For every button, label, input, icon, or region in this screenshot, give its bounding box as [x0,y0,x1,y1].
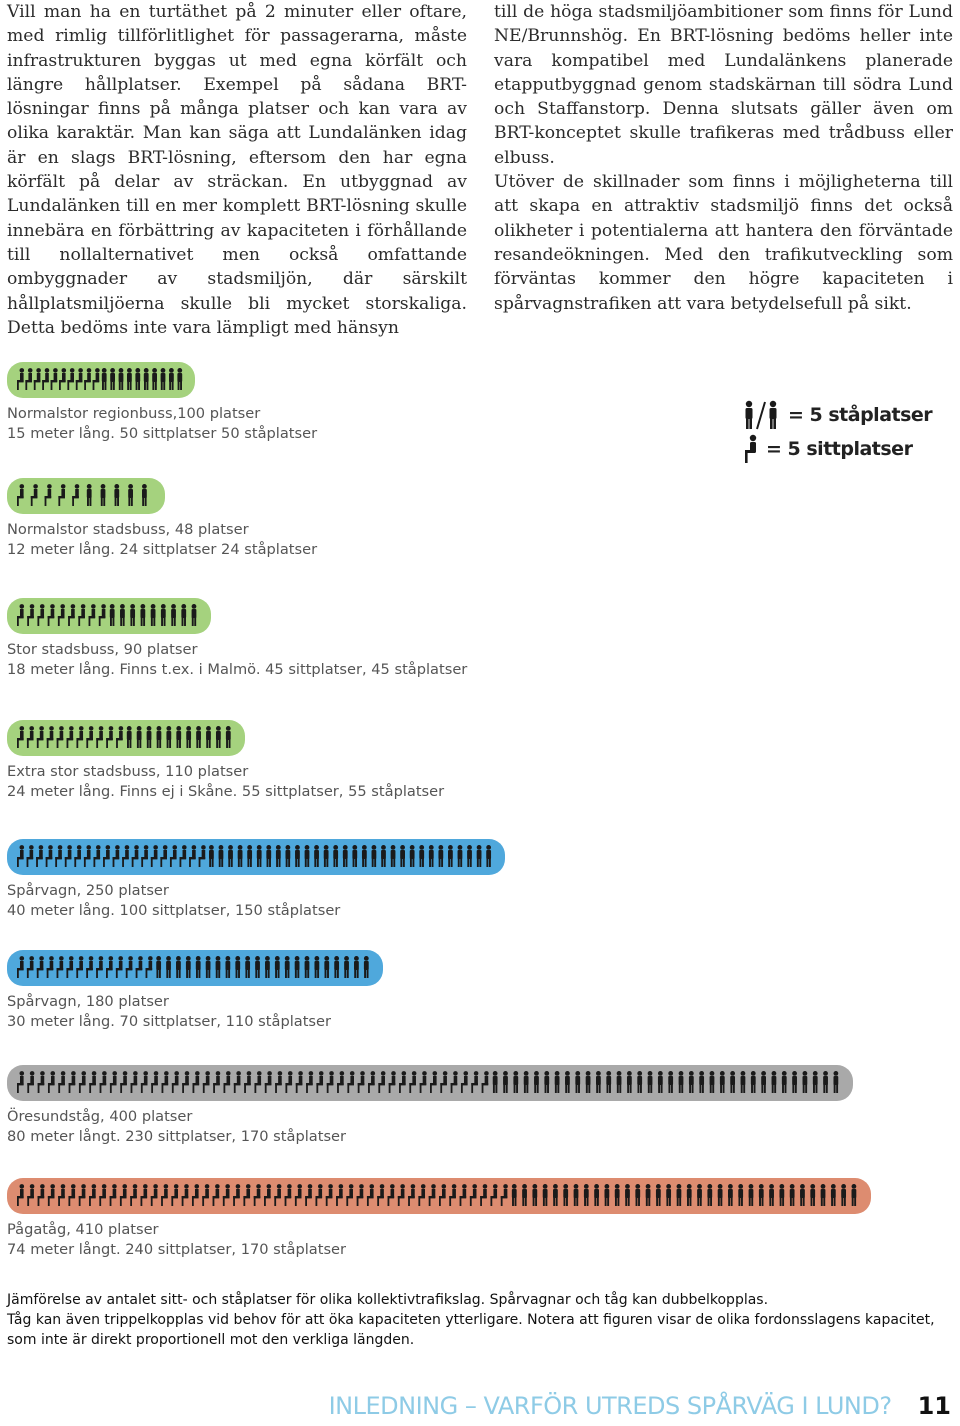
section-title: INLEDNING – VARFÖR UTREDS SPÅRVÄG I LUND? [328,1392,892,1420]
caption-line: Tåg kan även trippelkopplas vid behov för att öka kapaciteten ytterligare. Notera att figuren visar de olika fordonsslagens kapacitet, som inte är direkt proportionell mot den verkliga längden. [7,1312,935,1348]
vehicle-illustration [7,360,197,404]
paragraph: till de höga stadsmiljöambitioner som finns för Lund NE/Brunnshög. En BRT-lösning bedöms heller inte vara kompatibel med Lundalänkens planerade etapputbyggnad genom stadskärnan till södra Lund och Staffanstorp. Denna slutsats gäller även om BRT-konceptet skulle trafikeras med trådbuss eller elbuss. [494,2,953,168]
vehicle-name: Spårvagn, 250 platser [7,882,169,899]
paragraph: Vill man ha en turtäthet på 2 minuter eller oftare, med rimlig tillförlitlighet för passagerarna, måste infrastrukturen byggas ut med egna körfält och längre hållplatser. Exempel på sådana BRT-lösningar finns på många platser och kan vara av olika karaktär. Man kan säga att Lundalänken idag är en slags BRT-lösning, eftersom den har egna körfält på delar av sträckan. En utbyggnad av Lundalänken till en mer komplett BRT-lösning skulle innebära en förbättring av kapaciteten i förhållande till nollalternativet men också omfattande ombyggnader av stadsmiljön, där särskilt hållplatsmiljöerna skulle bli mycket storskaliga. Detta bedöms inte vara lämpligt med hänsyn [7,2,467,338]
vehicle-name: Spårvagn, 180 platser [7,993,169,1010]
vehicle-details: 80 meter långt. 230 sittplatser, 170 ståplatser [7,1128,347,1145]
figure-caption [7,1290,947,1350]
vehicle-details: 30 meter lång. 70 sittplatser, 110 ståplatser [7,1013,332,1030]
vehicle-details: 40 meter lång. 100 sittplatser, 150 ståplatser [7,902,341,919]
legend-standing [742,398,932,432]
legend-seated [742,432,932,466]
figure-legend [742,398,932,466]
vehicle-illustration [7,476,167,520]
body-text-right-column [494,0,953,316]
vehicle-details: 18 meter lång. Finns t.ex. i Malmö. 45 sittplatser, 45 ståplatser [7,661,468,678]
page-number: 11 [917,1392,951,1420]
seated-person-icon [742,434,760,464]
vehicle-name: Pågatåg, 410 platser [7,1221,159,1238]
vehicle-name: Normalstor stadsbuss, 48 platser [7,521,249,538]
vehicle-body [7,478,165,514]
vehicle-pagatag [7,1176,873,1260]
vehicle-oresundstag [7,1063,855,1147]
vehicle-tram-30m [7,948,385,1032]
vehicle-details: 74 meter långt. 240 sittplatser, 170 ståplatser [7,1241,347,1258]
standing-person-icon [742,400,782,430]
vehicle-illustration [7,1176,873,1220]
caption-line: Jämförelse av antalet sitt- och ståplatser för olika kollektivtrafikslag. Spårvagnar och tåg kan dubbelkopplas. [7,1292,769,1308]
vehicle-illustration [7,948,385,992]
body-text-left-column [7,0,467,340]
paragraph: Utöver de skillnader som finns i möjligheterna till att skapa en attraktiv stadsmiljö finns det också olikheter i potentialerna att hantera den förväntade resandeökningen. Med den trafikutveckling som förväntas kommer den högre kapaciteten i spårvagnstrafiken att vara betydelsefull på sikt. [494,172,953,314]
vehicle-large-city-bus [7,596,467,680]
legend-seated-label: = 5 sittplatser [766,438,913,460]
vehicle-illustration [7,718,247,762]
vehicle-name: Öresundståg, 400 platser [7,1108,193,1125]
legend-standing-label: = 5 ståplatser [788,404,933,426]
page-footer [329,1392,951,1426]
vehicle-extra-large-city-bus [7,718,444,802]
vehicle-city-bus [7,476,317,560]
vehicle-illustration [7,1063,855,1107]
vehicle-illustration [7,837,507,881]
vehicle-tram-40m [7,837,507,921]
vehicle-details: 12 meter lång. 24 sittplatser 24 ståplatser [7,541,318,558]
vehicle-illustration [7,596,213,640]
vehicle-regional-bus [7,360,317,444]
vehicle-name: Normalstor regionbuss,100 platser [7,405,261,422]
vehicle-details: 24 meter lång. Finns ej i Skåne. 55 sittplatser, 55 ståplatser [7,783,445,800]
vehicle-details: 15 meter lång. 50 sittplatser 50 ståplatser [7,425,318,442]
vehicle-name: Stor stadsbuss, 90 platser [7,641,198,658]
vehicle-name: Extra stor stadsbuss, 110 platser [7,763,249,780]
